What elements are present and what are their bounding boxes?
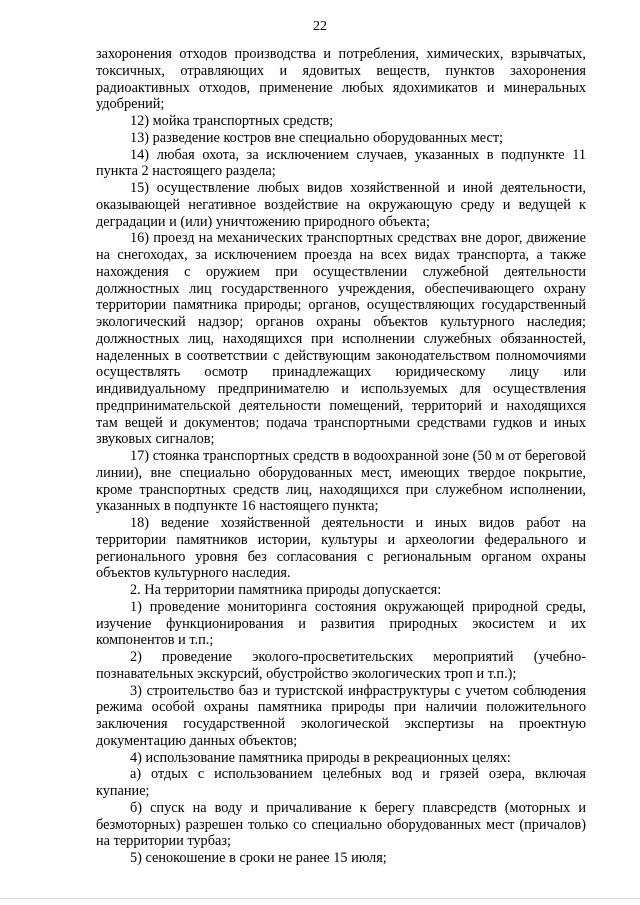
paragraph-item-18: 18) ведение хозяйственной деятельности и иных видов работ на территории памятников истории, культуры и археологии федерального и регионального уровня без согласования с региональным органом охраны объектов культурного наследия. <box>96 515 586 582</box>
paragraph-allowed-4: 4) использование памятника природы в рекреационных целях: <box>130 749 511 766</box>
paragraph-allowed-5: 5) сенокошение в сроки не ранее 15 июля; <box>130 850 387 866</box>
paragraph-allowed-4a: а) отдых с использованием целебных вод и грязей озера, включая купание; <box>96 766 586 799</box>
paragraph-item-15: 15) осуществление любых видов хозяйственной и иной деятельности, оказывающей негативное воздействие на окружающую среду и ведущей к деградации и (или) уничтожению природного объекта; <box>96 180 586 230</box>
paragraph-allowed-1: 1) проведение мониторинга состояния окружающей природной среды, изучение функционирования и развития природных экосистем и их компонентов и т.п.; <box>96 598 586 649</box>
page-number: 22 <box>313 19 327 34</box>
paragraph-allowed-4b: б) спуск на воду и причаливание к берегу плавсредств (моторных и безмоторных) разрешен только со специально оборудованных мест (причалов) на территории турбаз; <box>96 799 586 850</box>
section-heading-2: 2. На территории памятника природы допускается: <box>130 582 442 598</box>
document-body <box>96 46 586 867</box>
paragraph-item-16: 16) проезд на механических транспортных средствах вне дорог, движение на снегоходах, за исключением проезда на всех видах транспорта, а также нахождения с оружием при осуществлении служебной деятельности должностных лиц государственного учреждения, обеспечивающего охрану территории памятника природы; органов, осуществляющих государственный экологический надзор; органов охраны объектов культурного наследия; должностных лиц, находящихся при исполнении служебных обязанностей, наделенных в соответствии с действующим законодательством полномочиями осуществлять осмотр принадлежащих юридическому лицу или индивидуальному предпринимателю и используемых для осуществления предпринимательской деятельности помещений, территорий и находящихся там вещей и документов; подача транспортными средствами гудков и иных звуковых сигналов; <box>96 230 586 448</box>
paragraph-item-12: 12) мойка транспортных средств; <box>130 113 334 129</box>
page-bottom-edge <box>0 898 640 899</box>
paragraph-continuation: захоронения отходов производства и потребления, химических, взрывчатых, токсичных, отравляющих и ядовитых веществ, пунктов захоронения радиоактивных отходов, применение любых ядохимикатов и минеральных удобрений; <box>96 46 586 113</box>
paragraph-item-14: 14) любая охота, за исключением случаев, указанных в подпункте 11 пункта 2 настоящего раздела; <box>96 146 586 180</box>
paragraph-item-13: 13) разведение костров вне специально оборудованных мест; <box>130 129 504 146</box>
paragraph-item-17: 17) стоянка транспортных средств в водоохранной зоне (50 м от береговой линии), вне специально оборудованных мест, имеющих твердое покрытие, кроме транспортных средств лиц, находящихся при служебном исполнении, указанных в подпункте 16 настоящего пункта; <box>96 448 586 515</box>
paragraph-allowed-2: 2) проведение эколого-просветительских мероприятий (учебно-познавательных экскурсий, обустройство экологических троп и т.п.); <box>96 649 586 682</box>
paragraph-allowed-3: 3) строительство баз и туристской инфраструктуры с учетом соблюдения режима особой охраны памятника природы при наличии положительного заключения государственной экологической экспертизы на проектную документацию данных объектов; <box>96 682 586 749</box>
